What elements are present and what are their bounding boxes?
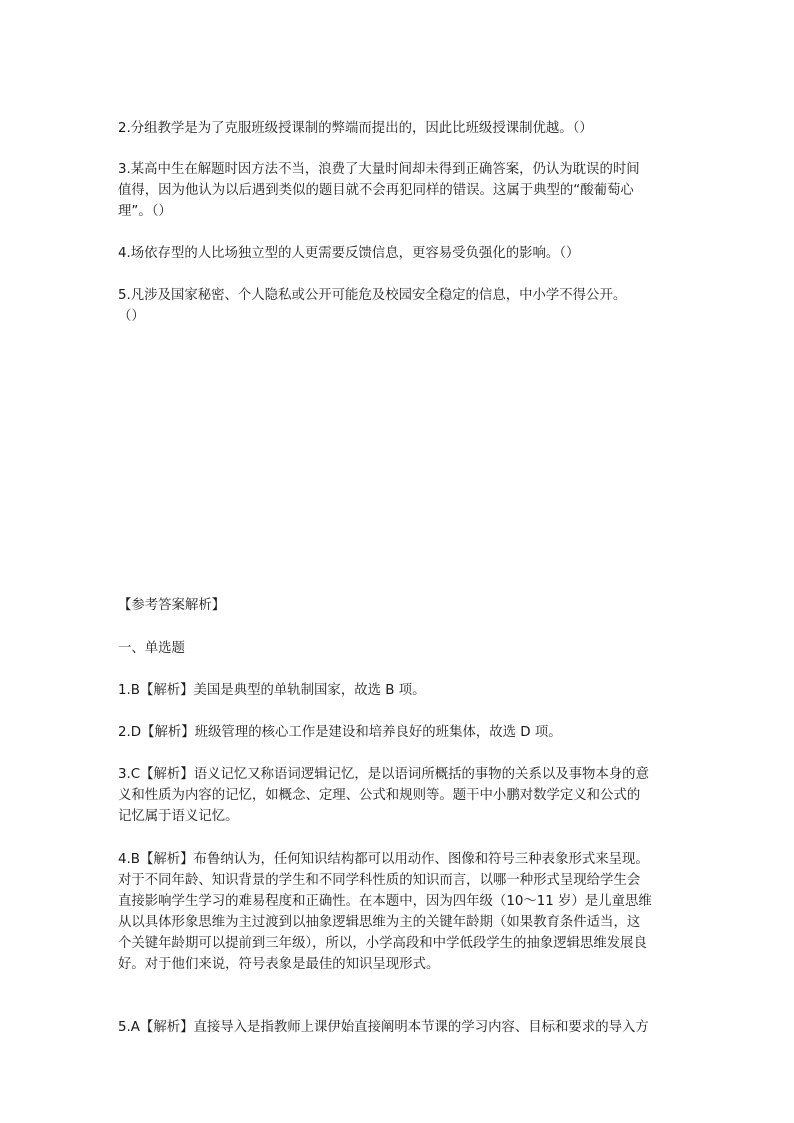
text-line: （） bbox=[118, 309, 145, 324]
text-line: 义和性质为内容的记忆，如概念、定理、公式和规则等。题干中小鹏对数学定义和公式的 bbox=[118, 788, 641, 803]
text-line: 1.B【解析】美国是典型的单轨制国家，故选 B 项。 bbox=[118, 683, 426, 698]
answer-5 bbox=[118, 1017, 678, 1038]
text-line: 5.A【解析】直接导入是指教师上课伊始直接阐明本节课的学习内容、目标和要求的导入方 bbox=[118, 1020, 649, 1035]
text-line: 4.场依存型的人比场独立型的人更需要反馈信息，更容易受负强化的影响。（） bbox=[118, 246, 580, 261]
text-line: 好。对于他们来说，符号表象是最佳的知识呈现形式。 bbox=[118, 957, 440, 972]
text-line: 5.凡涉及国家秘密、个人隐私或公开可能危及校园安全稳定的信息，中小学不得公开。 bbox=[118, 288, 627, 303]
answer-2 bbox=[118, 722, 678, 743]
answers-title bbox=[118, 595, 678, 616]
text-line: 2.分组教学是为了克服班级授课制的弊端而提出的，因此比班级授课制优越。（） bbox=[118, 121, 593, 136]
text-line: 记忆属于语义记忆。 bbox=[118, 809, 239, 824]
text-line: 3.某高中生在解题时因方法不当，浪费了大量时间却未得到正确答案，仍认为耽误的时间 bbox=[118, 162, 640, 177]
text-line: 对于不同年龄、知识背景的学生和不同学科性质的知识而言，以哪一种形式呈现给学生会 bbox=[118, 873, 641, 888]
text-line: 4.B【解析】布鲁纳认为，任何知识结构都可以用动作、图像和符号三种表象形式来呈现。 bbox=[118, 852, 649, 867]
text-line: 理”。（） bbox=[118, 204, 172, 219]
text-line: 个关键年龄期可以提前到三年级），所以，小学高段和中学低段学生的抽象逻辑思维发展良 bbox=[118, 936, 647, 951]
question-2 bbox=[118, 118, 678, 139]
answer-1 bbox=[118, 680, 678, 701]
text-line: 3.C【解析】语义记忆又称语词逻辑记忆，是以语词所概括的事物的关系以及事物本身的意 bbox=[118, 767, 649, 782]
question-5 bbox=[118, 285, 678, 327]
text-line: 2.D【解析】班级管理的核心工作是建设和培养良好的班集体，故选 D 项。 bbox=[118, 725, 562, 740]
text-line: 值得，因为他认为以后遇到类似的题目就不会再犯同样的错误。这属于典型的“酸葡萄心 bbox=[118, 183, 634, 198]
section-title-text: 一、单选题 bbox=[118, 641, 185, 656]
answer-3 bbox=[118, 764, 678, 827]
question-4 bbox=[118, 243, 678, 264]
question-3 bbox=[118, 159, 678, 222]
text-line: 直接影响学生学习的难易程度和正确性。在本题中，因为四年级（10～11 岁）是儿童思维 bbox=[118, 894, 652, 909]
answers-title-text: 【参考答案解析】 bbox=[118, 598, 226, 613]
text-line: 从以具体形象思维为主过渡到以抽象逻辑思维为主的关键年龄期（如果教育条件适当，这 bbox=[118, 915, 641, 930]
section-title bbox=[118, 638, 678, 659]
answer-4 bbox=[118, 849, 678, 975]
